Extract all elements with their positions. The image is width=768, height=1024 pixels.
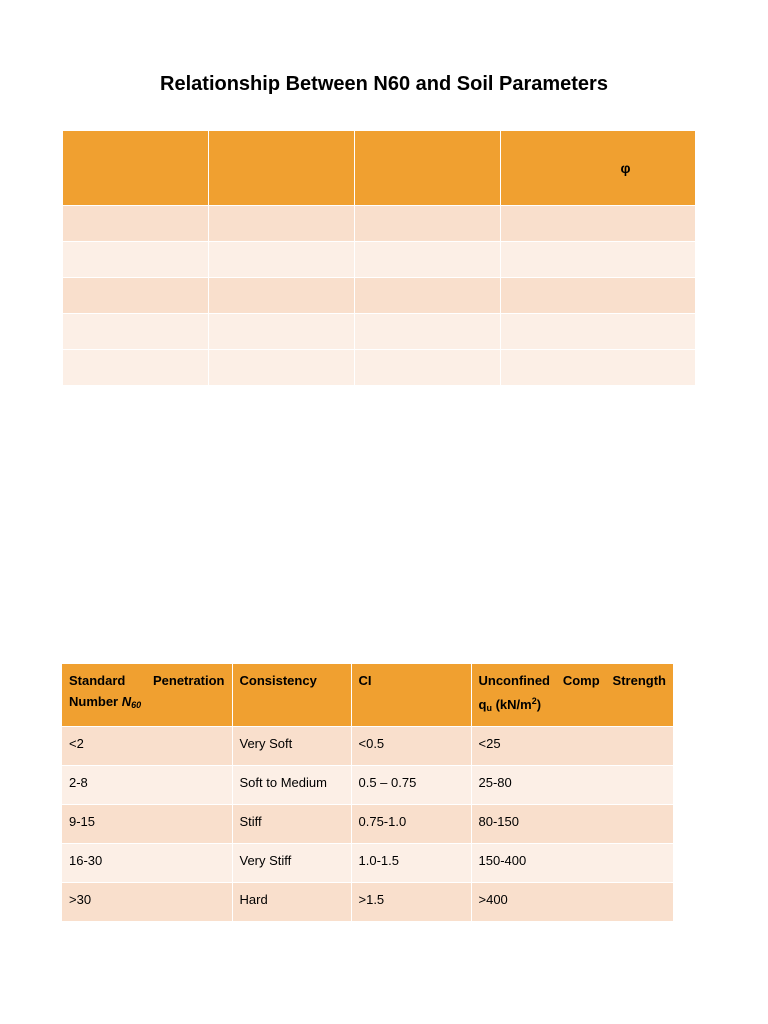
cell-ci: <0.5: [351, 726, 471, 765]
table-header-row: [63, 131, 695, 205]
cell-ci: 1.0-1.5: [351, 843, 471, 882]
header-qu-line1: [479, 670, 667, 691]
q-letter: q: [478, 697, 487, 712]
cell-n60: >30: [62, 882, 232, 921]
unit-text: (kN/m: [491, 697, 532, 712]
cell-qu: 25-80: [471, 765, 673, 804]
header-word: Unconfined: [478, 673, 550, 688]
header-unconfined-strength: [471, 664, 673, 726]
header-cell-3: [354, 131, 500, 205]
table-cell: [354, 241, 500, 277]
table-cell: [500, 241, 695, 277]
header-cell-1: [63, 131, 208, 205]
cell-n60: 9-15: [62, 804, 232, 843]
n60-symbol: [122, 694, 141, 709]
cell-consistency: Very Soft: [232, 726, 351, 765]
table-row: [63, 241, 695, 277]
cell-qu: 80-150: [471, 804, 673, 843]
table-cell: [354, 349, 500, 385]
cell-consistency: Soft to Medium: [232, 765, 351, 804]
cell-qu: >400: [471, 882, 673, 921]
n-letter: N: [121, 694, 132, 709]
n-subscript: 60: [131, 700, 142, 710]
header-word: Penetration: [152, 673, 225, 688]
header-cell-2: [208, 131, 354, 205]
page-title: Relationship Between N60 and Soil Parameters: [160, 73, 608, 95]
n60-parameters-table: [63, 131, 695, 386]
cell-consistency: Very Stiff: [232, 843, 351, 882]
cell-ci: 0.75-1.0: [351, 804, 471, 843]
table-row: [62, 882, 673, 921]
header-cell-phi: φ: [500, 131, 695, 205]
header-spt-line2: [69, 691, 225, 716]
table-row: [62, 726, 673, 765]
header-word: Standard: [69, 673, 126, 688]
cell-ci: 0.5 – 0.75: [351, 765, 471, 804]
table-row: [62, 765, 673, 804]
table-cell: [354, 313, 500, 349]
table-cell: [63, 205, 208, 241]
table-header-row: [62, 664, 673, 726]
table-row: [63, 277, 695, 313]
table-cell: [208, 313, 354, 349]
table-row: [63, 205, 695, 241]
cell-n60: <2: [62, 726, 232, 765]
header-word: Number: [69, 694, 119, 709]
table-row: [62, 843, 673, 882]
table-cell: [208, 241, 354, 277]
table-cell: [354, 205, 500, 241]
table-cell: [208, 349, 354, 385]
q-subscript: u: [486, 703, 492, 713]
header-ci: CI: [351, 664, 471, 726]
cell-n60: 2-8: [62, 765, 232, 804]
cell-ci: >1.5: [351, 882, 471, 921]
header-spt-number: [62, 664, 232, 726]
table-cell: [63, 349, 208, 385]
table-cell: [354, 277, 500, 313]
table-row: [63, 313, 695, 349]
cell-n60: 16-30: [62, 843, 232, 882]
table-cell: [208, 205, 354, 241]
cell-consistency: Stiff: [232, 804, 351, 843]
table-cell: [500, 205, 695, 241]
header-word: Comp: [562, 673, 600, 688]
table-cell: [500, 277, 695, 313]
table-row: [62, 804, 673, 843]
cell-qu: 150-400: [471, 843, 673, 882]
table-cell: [500, 313, 695, 349]
table-cell: [63, 277, 208, 313]
cell-qu: <25: [471, 726, 673, 765]
header-consistency: Consistency: [232, 664, 351, 726]
table-cell: [208, 277, 354, 313]
table-cell: [63, 313, 208, 349]
cell-consistency: Hard: [232, 882, 351, 921]
table-cell: [63, 241, 208, 277]
consistency-table: [62, 664, 673, 922]
unit-power: 2: [531, 696, 537, 706]
header-spt-line1: [69, 670, 225, 691]
table-cell: [500, 349, 695, 385]
header-word: Strength: [612, 673, 666, 688]
table-row: [63, 349, 695, 385]
header-qu-line2: [479, 691, 667, 719]
unit-text: ): [536, 697, 542, 712]
